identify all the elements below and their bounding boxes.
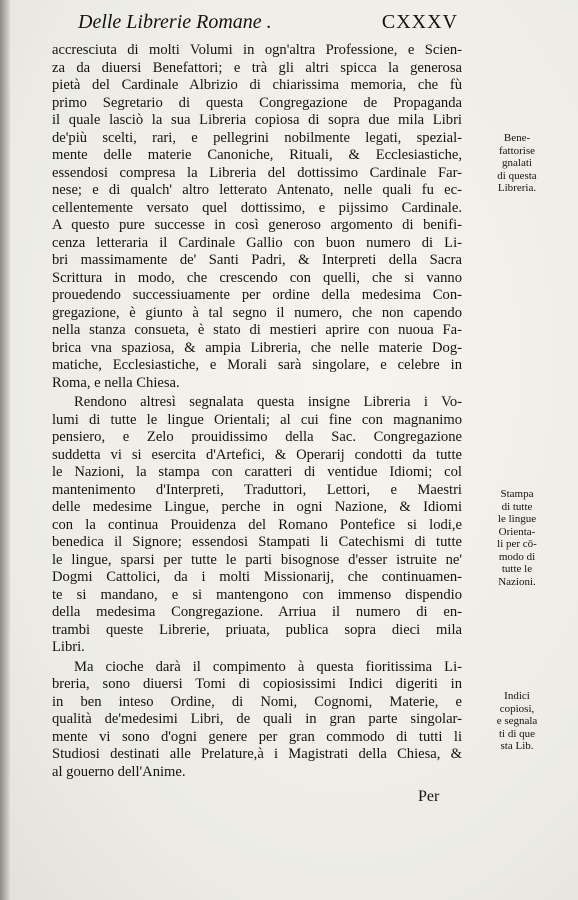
marginal-note-line: fattorise (498, 144, 536, 157)
running-head (78, 8, 458, 36)
marginal-note-line: gnalati (502, 157, 532, 169)
text-line: con la continua Prouidenza del Romano Pontefice si lodi,e (52, 516, 462, 533)
text-line: Ma cioche darà il compimento à questa fioritissima Li- (74, 658, 462, 675)
marginal-note-line: di tutte (501, 500, 533, 513)
text-line: Dogmi Cattolici, da i molti Missionarij, che continuamen- (52, 569, 462, 585)
main-text-block (52, 42, 462, 781)
marginal-note-line: Orienta- (498, 525, 536, 538)
text-line: prouedendo successiuamente per ordine della medesima Con- (52, 287, 462, 303)
text-line: essendosi compresa la Libreria del dottissimo Cardinale Far- (52, 164, 462, 181)
text-line: A questo pure successe in così generoso argomento di benifi- (52, 217, 462, 233)
marginal-note-line: sta Lib. (500, 740, 534, 752)
text-line: il quale lasciò la sua Libreria copiosa di sopra due mila Libri (52, 112, 462, 128)
marginal-note-line: Libreria. (497, 182, 537, 194)
text-line: Roma, e nella Chiesa. (52, 374, 180, 391)
text-line: nella stanza consueta, è stato di mestieri aprire con nuoua Fa- (52, 322, 462, 338)
marginal-note-indici (464, 690, 570, 753)
text-line: primo Segretario di questa Congregazione de Propaganda (52, 94, 462, 111)
text-line: Libri. (52, 639, 85, 655)
text-line: Scrittura in modo, che crescendo con quelli, che si vanno (52, 269, 462, 286)
text-line: mantenimento d'Interpreti, Traduttori, Lettori, e Maestri (52, 481, 462, 498)
text-line: bri massimamente de' Santi Padri, & Interpreti della Sacra (52, 252, 462, 268)
text-line: suddetta vi si esercita d'Artefici, & Operarij condotti da tutte (52, 446, 462, 463)
text-line: trambi queste Librerie, priuata, publica sopra dieci mila (52, 621, 462, 638)
text-line: pensiero, e Zelo prouidissimo della Sac. Congregazione (52, 429, 462, 445)
text-line: al gouerno dell'Anime. (52, 763, 186, 780)
text-line: mente vi sono d'ogni genere per gran commodo di tutti li (52, 728, 462, 745)
text-line: gregazione, è giunto à tal segno il numero, che non capendo (52, 304, 462, 321)
page-number: CXXXV (381, 11, 458, 33)
marginal-note-line: Indici (504, 690, 530, 702)
text-line: Studiosi destinati alle Prelature,à i Magistrati della Chiesa, & (52, 746, 462, 762)
text-line: pietà del Cardinale Albrizio di chiarissima memoria, che fù (52, 77, 462, 93)
text-line: della medesima Congregazione. Arriua il numero di en- (52, 604, 462, 620)
text-line: lumi di tutte le lingue Orientali; al cui fine con magnanimo (52, 411, 462, 428)
text-line: qualità de'medesimi Libri, de quali in gran parte singolar- (52, 711, 462, 727)
book-gutter-shadow (0, 0, 10, 900)
text-line: cellentemente versato quel dottissimo, e pijssimo Cardinale. (52, 199, 462, 216)
running-title: Delle Librerie Romane . (78, 11, 272, 33)
text-line: breria, sono diuersi Tomi di copiosissimi Indici digeriti in (52, 676, 462, 692)
marginal-note-line: copiosi, (499, 702, 535, 715)
text-line: le Nazioni, la stampa con caratteri di ventidue Idiomi; col (52, 464, 462, 480)
text-line: brica vna spaziosa, & ampia Libreria, che nelle materie Dog- (52, 339, 462, 356)
catchword: Per (418, 788, 440, 805)
text-line: delle medesime Lingue, perche in ogni Nazione, & Idiomi (52, 499, 462, 515)
text-line: in ben inteso Ordine, di Nomi, Cognomi, Materie, e (52, 693, 462, 710)
text-line: matiche, Ecclesiastiche, e Morali sarà singolare, e celebre in (52, 357, 462, 373)
marginal-note-stampa (464, 488, 570, 588)
marginal-note-line: modo di (498, 550, 536, 563)
marginal-note-line: e segnala (496, 715, 538, 727)
marginal-note-line: le lingue (497, 513, 537, 525)
marginal-note-line: tutte le (501, 563, 533, 575)
text-line: accresciuta di molti Volumi in ogn'altra Professione, e Scien- (52, 42, 462, 58)
text-line: de'più scelti, rari, e pellegrini nobilmente legati, spezial- (52, 129, 462, 146)
text-line: Rendono altresì segnalata questa insigne Libreria i Vo- (74, 394, 462, 410)
marginal-note-line: Nazioni. (498, 575, 536, 588)
text-line: te si mandano, e si mantengono con immenso dispendio (52, 586, 462, 603)
marginal-note-line: ti di que (498, 727, 536, 740)
text-line: cenza letteraria il Cardinale Gallio con buon numero di Li- (52, 234, 462, 251)
text-line: nese; e di qualch' altro letterato Antenato, nelle quali fu ec- (52, 182, 462, 198)
marginal-note-line: Bene- (503, 132, 531, 144)
marginal-note-line: Stampa (500, 488, 534, 500)
text-line: le lingue, sparsi per tutte le parti bisognose d'esser istruite ne' (52, 551, 462, 568)
marginal-note-line: li per cō- (497, 538, 537, 550)
text-line: benedica il Signore; essendosi Stampati li Catechismi di tutte (52, 534, 462, 550)
text-line: mente delle materie Canoniche, Rituali, & Ecclesiastiche, (52, 147, 462, 163)
text-line: za da diuersi Benefattori; e trà gli altri spicca la generosa (52, 59, 462, 76)
marginal-note-line: di questa (497, 169, 537, 182)
marginal-note-benefattori (464, 132, 570, 195)
